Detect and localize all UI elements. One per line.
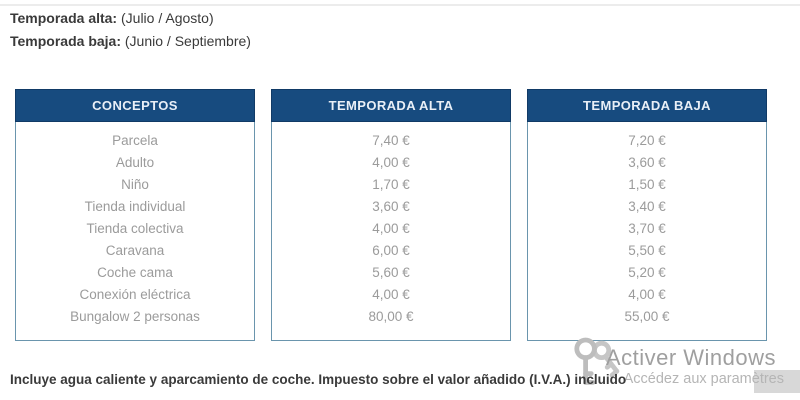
concept-cell: Parcela bbox=[112, 133, 158, 148]
alta-price-cell: 5,60 € bbox=[372, 265, 410, 280]
temporada-alta-column bbox=[271, 89, 511, 341]
concept-cell: Conexión eléctrica bbox=[79, 287, 191, 302]
season-info bbox=[10, 7, 251, 53]
alta-price-cell: 3,60 € bbox=[372, 199, 410, 214]
alta-price-cell: 7,40 € bbox=[372, 133, 410, 148]
temporada-baja-column bbox=[527, 89, 767, 341]
alta-price-cell: 1,70 € bbox=[372, 177, 410, 192]
season-baja-label: Temporada baja: bbox=[10, 33, 121, 49]
concept-cell: Bungalow 2 personas bbox=[70, 309, 200, 324]
baja-price-cell: 55,00 € bbox=[624, 309, 670, 324]
season-alta-value: (Julio / Agosto) bbox=[121, 10, 214, 26]
activate-windows-watermark: Activer Windows bbox=[605, 345, 776, 370]
alta-price-cell: 4,00 € bbox=[372, 221, 410, 236]
concept-cell: Tienda colectiva bbox=[86, 221, 184, 236]
price-tables bbox=[15, 89, 767, 341]
baja-price-cell: 7,20 € bbox=[628, 133, 666, 148]
baja-price-cell: 3,40 € bbox=[628, 199, 666, 214]
alta-price-cell: 4,00 € bbox=[372, 287, 410, 302]
concept-cell: Adulto bbox=[115, 155, 155, 170]
conceptos-header: CONCEPTOS bbox=[15, 89, 255, 122]
concept-cell: Tienda individual bbox=[84, 199, 186, 214]
season-baja-value: (Junio / Septiembre) bbox=[124, 33, 251, 49]
baja-price-cell: 4,00 € bbox=[628, 287, 666, 302]
conceptos-column bbox=[15, 89, 255, 341]
baja-price-cell: 3,70 € bbox=[628, 221, 666, 236]
baja-price-cell: 5,20 € bbox=[628, 265, 666, 280]
temporada-baja-header: TEMPORADA BAJA bbox=[527, 89, 767, 122]
temporada-alta-body bbox=[271, 122, 511, 341]
season-line-baja bbox=[10, 30, 251, 53]
conceptos-body bbox=[15, 122, 255, 341]
baja-price-cell: 1,50 € bbox=[628, 177, 666, 192]
concept-cell: Niño bbox=[121, 177, 149, 192]
baja-price-cell: 5,50 € bbox=[628, 243, 666, 258]
season-line-alta bbox=[10, 7, 251, 30]
alta-price-cell: 6,00 € bbox=[372, 243, 410, 258]
temporada-baja-body bbox=[527, 122, 767, 341]
alta-price-cell: 4,00 € bbox=[372, 155, 410, 170]
season-alta-label: Temporada alta: bbox=[10, 10, 118, 26]
footer-note: Incluye agua caliente y aparcamiento de coche. Impuesto sobre el valor añadido (I.V.A.) incluido bbox=[10, 372, 627, 387]
top-divider bbox=[0, 4, 800, 6]
activate-windows-settings-link[interactable]: Accédez aux paramètres bbox=[623, 371, 784, 387]
concept-cell: Coche cama bbox=[97, 265, 173, 280]
concept-cell: Caravana bbox=[105, 243, 165, 258]
temporada-alta-header: TEMPORADA ALTA bbox=[271, 89, 511, 122]
alta-price-cell: 80,00 € bbox=[368, 309, 414, 324]
baja-price-cell: 3,60 € bbox=[628, 155, 666, 170]
